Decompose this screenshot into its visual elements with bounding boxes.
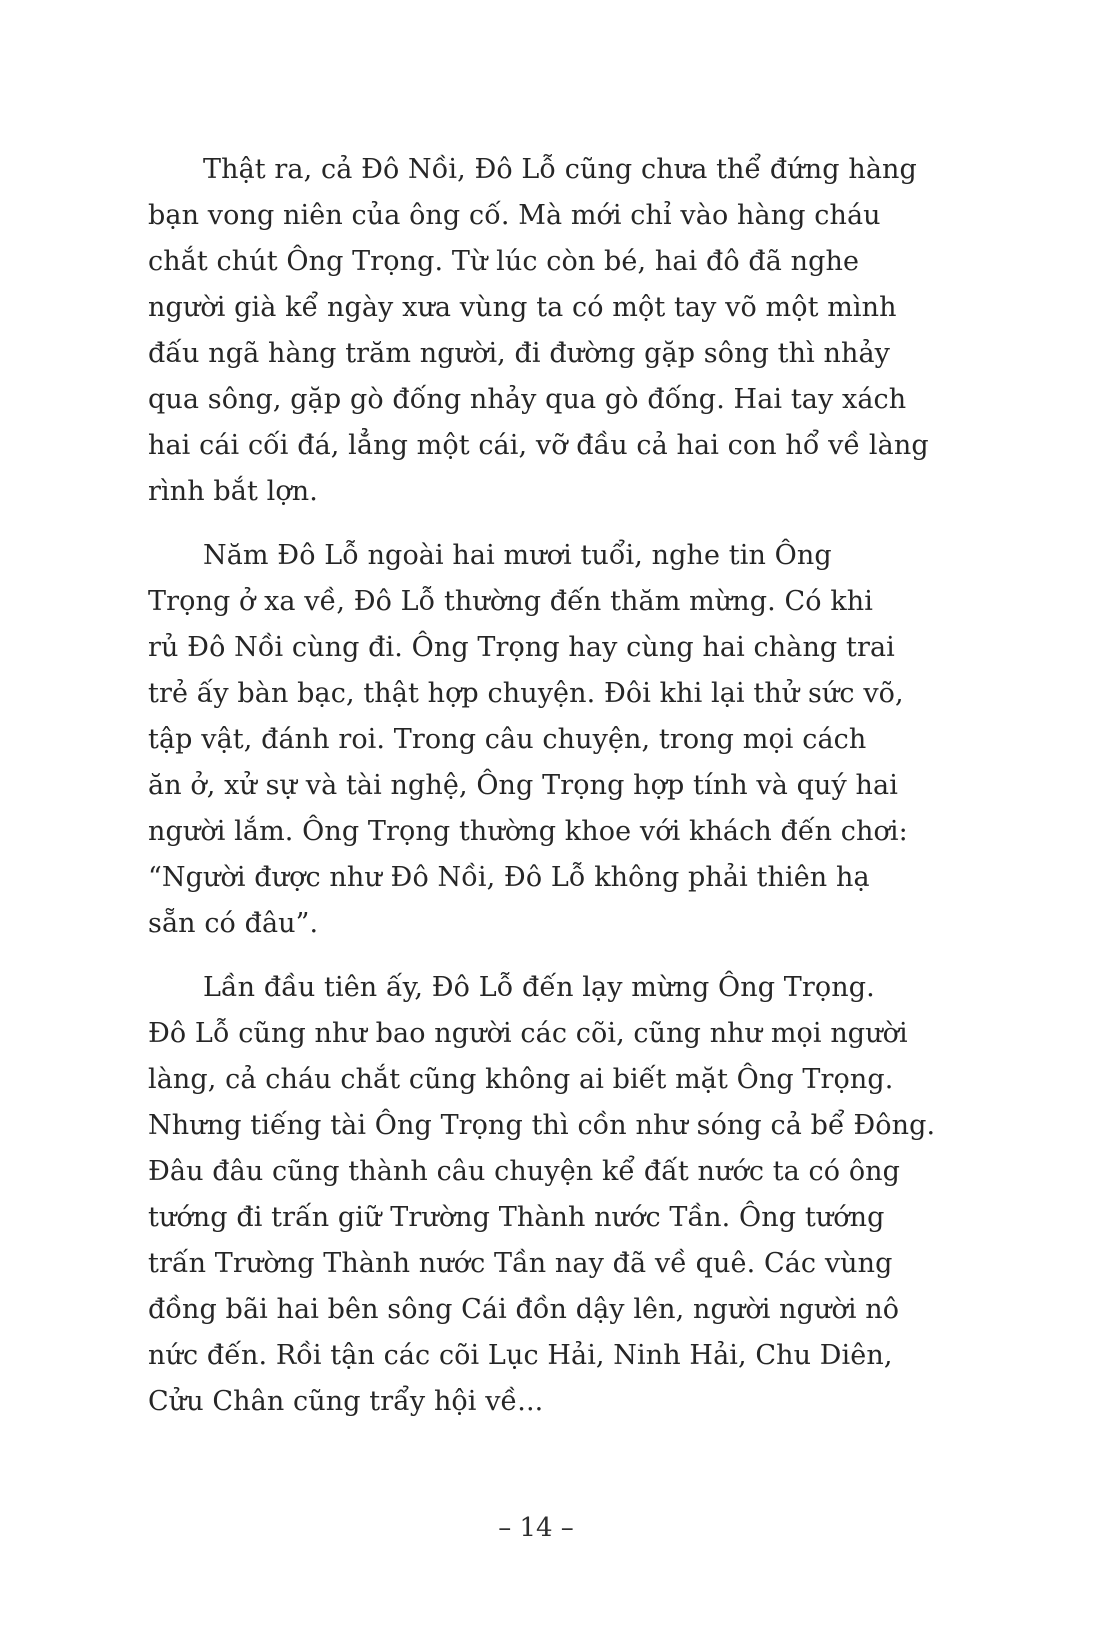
text-line: trấn Trường Thành nước Tần nay đã về quê. Các vùng	[148, 1248, 893, 1279]
text-line: đấu ngã hàng trăm người, đi đường gặp sông thì nhảy	[148, 338, 891, 369]
text-line: rủ Đô Nồi cùng đi. Ông Trọng hay cùng hai chàng trai	[148, 632, 895, 663]
text-line: tướng đi trấn giữ Trường Thành nước Tần. Ông tướng	[148, 1202, 885, 1233]
text-line: “Người được như Đô Nồi, Đô Lỗ không phải thiên hạ	[148, 862, 870, 893]
text-line: sẵn có đâu”.	[148, 908, 319, 939]
text-line: trẻ ấy bàn bạc, thật hợp chuyện. Đôi khi lại thử sức võ,	[148, 678, 904, 709]
paragraph	[148, 533, 924, 947]
text-line: Trọng ở xa về, Đô Lỗ thường đến thăm mừng. Có khi	[148, 586, 874, 617]
text-line: người lắm. Ông Trọng thường khoe với khách đến chơi:	[148, 816, 908, 847]
text-line: chắt chút Ông Trọng. Từ lúc còn bé, hai đô đã nghe	[148, 246, 860, 277]
text-line: Cửu Chân cũng trẩy hội về...	[148, 1386, 544, 1417]
page-number: – 14 –	[498, 1513, 574, 1543]
text-line: Đâu đâu cũng thành câu chuyện kể đất nước ta có ông	[148, 1156, 901, 1187]
text-line: Năm Đô Lỗ ngoài hai mươi tuổi, nghe tin Ông	[203, 540, 832, 571]
paragraph	[148, 147, 929, 515]
text-block	[148, 147, 936, 1425]
text-line: qua sông, gặp gò đống nhảy qua gò đống. Hai tay xách	[148, 384, 907, 415]
paragraph	[148, 965, 936, 1425]
text-line: hai cái cối đá, lẳng một cái, vỡ đầu cả hai con hổ về làng	[148, 430, 929, 461]
text-line: ăn ở, xử sự và tài nghệ, Ông Trọng hợp tính và quý hai	[148, 770, 898, 801]
text-line: nức đến. Rồi tận các cõi Lục Hải, Ninh Hải, Chu Diên,	[148, 1340, 893, 1371]
text-line: Đô Lỗ cũng như bao người các cõi, cũng như mọi người	[148, 1018, 908, 1049]
text-line: tập vật, đánh roi. Trong câu chuyện, trong mọi cách	[148, 724, 867, 755]
text-line: người già kể ngày xưa vùng ta có một tay võ một mình	[148, 292, 897, 323]
text-line: bạn vong niên của ông cố. Mà mới chỉ vào hàng cháu	[148, 200, 881, 231]
text-line: Lần đầu tiên ấy, Đô Lỗ đến lạy mừng Ông Trọng.	[203, 972, 875, 1003]
text-line: Nhưng tiếng tài Ông Trọng thì cồn như sóng cả bể Đông.	[148, 1110, 936, 1141]
text-line: Thật ra, cả Đô Nồi, Đô Lỗ cũng chưa thể đứng hàng	[203, 154, 917, 185]
text-line: rình bắt lợn.	[148, 476, 318, 507]
text-line: làng, cả cháu chắt cũng không ai biết mặt Ông Trọng.	[148, 1064, 894, 1095]
text-line: đồng bãi hai bên sông Cái đồn dậy lên, người người nô	[148, 1294, 900, 1325]
